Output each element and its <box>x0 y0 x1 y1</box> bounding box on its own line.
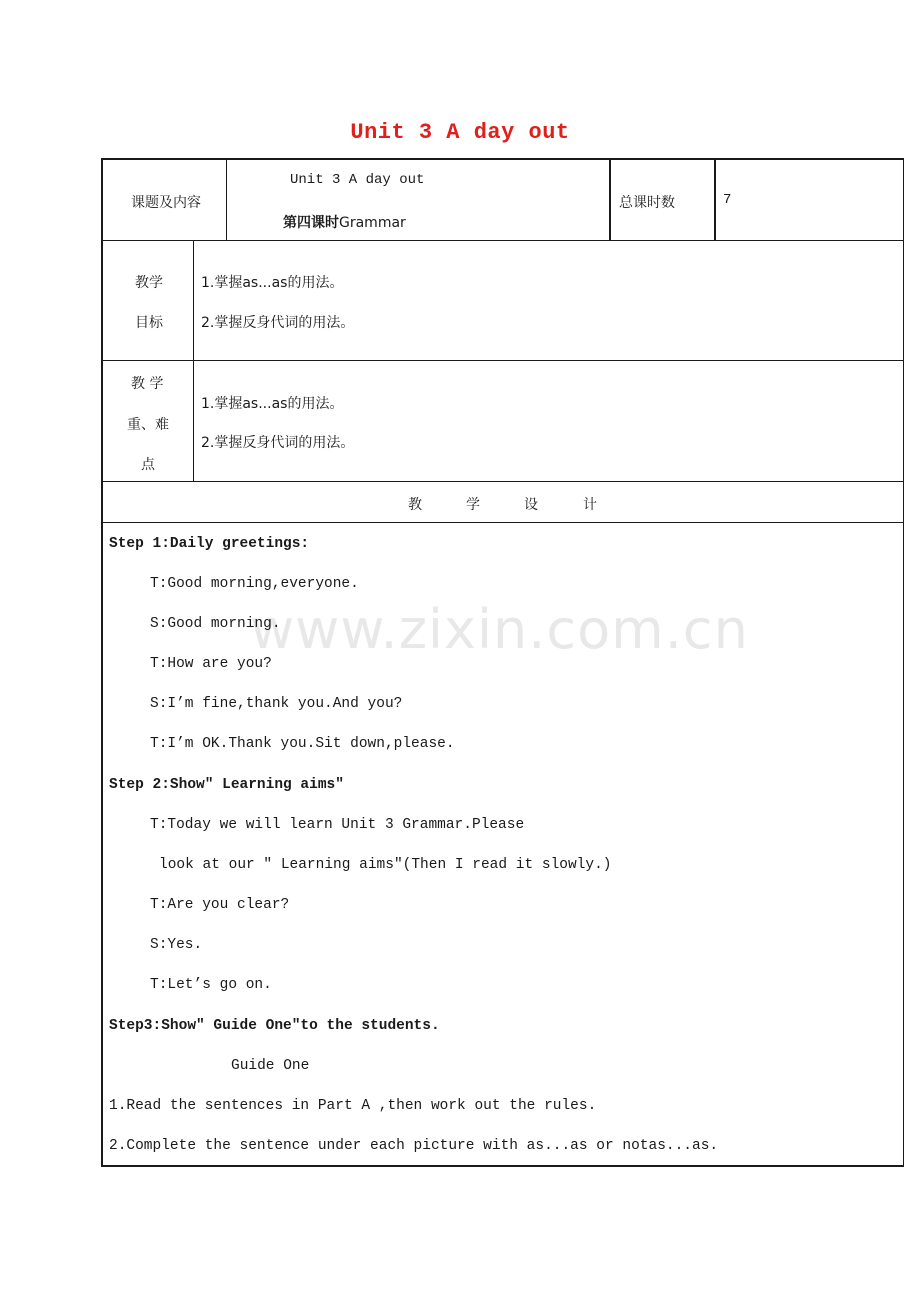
goal-item: 1.掌握as...as的用法。 <box>201 275 344 291</box>
keypoints-label-line3: 点 <box>141 457 155 473</box>
dialogue-line: T:Today we will learn Unit 3 Grammar.Please <box>150 817 525 833</box>
total-hours-value: 7 <box>723 192 732 208</box>
guide-item: 2.Complete the sentence under each picture with as...as or notas...as. <box>109 1138 719 1154</box>
topic-unit: Unit 3 A day out <box>290 172 425 188</box>
dialogue-line: look at our " Learning aims"(Then I read it slowly.) <box>159 857 612 873</box>
design-char: 学 <box>466 497 480 513</box>
step-1-heading: Step 1:Daily greetings: <box>109 536 310 552</box>
design-char: 设 <box>524 497 538 513</box>
dialogue-line: T:Let’s go on. <box>150 977 272 993</box>
dialogue-line: S:Good morning. <box>150 616 281 632</box>
document-title: Unit 3 A day out <box>350 120 570 145</box>
topic-label: 课题及内容 <box>131 195 201 211</box>
design-char: 教 <box>408 497 422 513</box>
keypoints-label-line1: 教 学 <box>131 376 164 392</box>
goals-label-line2: 目标 <box>135 315 163 331</box>
goal-item: 2.掌握反身代词的用法。 <box>201 315 355 331</box>
guide-item: 1.Read the sentences in Part A ,then work out the rules. <box>109 1098 597 1114</box>
watermark: www.zixin.com.cn <box>250 598 749 661</box>
keypoints-label-line2: 重、难 <box>127 417 169 433</box>
keypoint-item: 2.掌握反身代词的用法。 <box>201 435 355 451</box>
dialogue-line: T:Good morning,everyone. <box>150 576 359 592</box>
guide-title: Guide One <box>231 1058 310 1074</box>
lesson-name: Grammar <box>339 215 406 231</box>
step-2-heading: Step 2:Show" Learning aims" <box>109 777 344 793</box>
dialogue-line: S:I’m fine,thank you.And you? <box>150 696 403 712</box>
keypoint-item: 1.掌握as...as的用法。 <box>201 396 344 412</box>
dialogue-line: T:Are you clear? <box>150 897 290 913</box>
dialogue-line: T:I’m OK.Thank you.Sit down,please. <box>150 736 455 752</box>
dialogue-line: S:Yes. <box>150 937 203 953</box>
goals-label-line1: 教学 <box>135 275 163 291</box>
topic-lesson <box>283 212 406 232</box>
total-hours-label: 总课时数 <box>619 195 675 211</box>
dialogue-line: T:How are you? <box>150 656 272 672</box>
design-char: 计 <box>583 497 597 513</box>
lesson-number: 第四课时 <box>283 215 339 231</box>
step-3-heading: Step3:Show" Guide One"to the students. <box>109 1018 440 1034</box>
